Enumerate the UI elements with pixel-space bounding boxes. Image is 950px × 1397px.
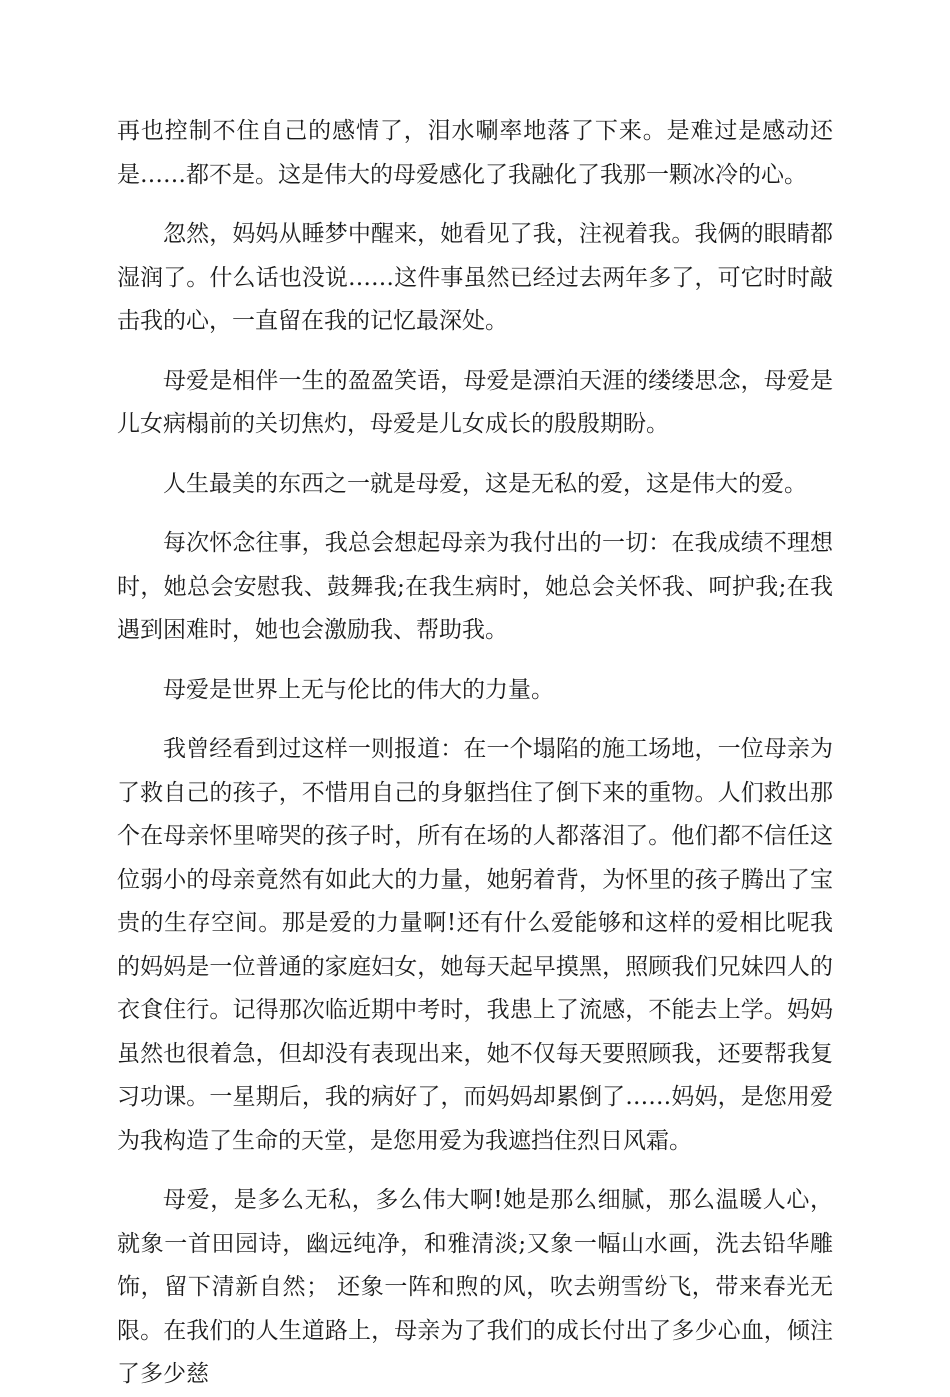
document-page	[117, 110, 833, 1397]
paragraph-7: 我曾经看到过这样一则报道：在一个塌陷的施工场地，一位母亲为了救自己的孩子，不惜用自己的身躯挡住了倒下来的重物。人们救出那个在母亲怀里啼哭的孩子时，所有在场的人都落泪了。他们都不信任这位弱小的母亲竟然有如此大的力量，她躬着背，为怀里的孩子腾出了宝贵的生存空间。那是爱的力量啊!还有什么爱能够和这样的爱相比呢我的妈妈是一位普通的家庭妇女，她每天起早摸黑，照顾我们兄妹四人的衣食住行。记得那次临近期中考时，我患上了流感，不能去上学。妈妈虽然也很着急，但却没有表现出来，她不仅每天要照顾我，还要帮我复习功课。一星期后，我的病好了，而妈妈却累倒了……妈妈，是您用爱为我构造了生命的天堂，是您用爱为我遮挡住烈日风霜。	[117, 736, 833, 1154]
paragraph-8: 母爱，是多么无私，多么伟大啊!她是那么细腻，那么温暖人心，就象一首田园诗，幽远纯净，和雅清淡;又象一幅山水画，洗去铅华雕饰，留下清新自然； 还象一阵和煦的风，吹去朔雪纷飞，带来春光无限。在我们的人生道路上，母亲为了我们的成长付出了多少心血，倾注了多少慈	[117, 1187, 833, 1387]
paragraph-5: 每次怀念往事，我总会想起母亲为我付出的一切：在我成绩不理想时，她总会安慰我、鼓舞我;在我生病时，她总会关怀我、呵护我;在我遇到困难时，她也会激励我、帮助我。	[117, 530, 833, 643]
paragraph-6: 母爱是世界上无与伦比的伟大的力量。	[163, 676, 554, 703]
paragraph-2: 忽然，妈妈从睡梦中醒来，她看见了我，注视着我。我俩的眼睛都湿润了。什么话也没说……这件事虽然已经过去两年多了，可它时时敲击我的心，一直留在我的记忆最深处。	[117, 221, 833, 334]
paragraph-1: 再也控制不住自己的感情了，泪水唰率地落了下来。是难过是感动还是……都不是。这是伟大的母爱感化了我融化了我那一颗冰冷的心。	[117, 118, 833, 188]
paragraph-3: 母爱是相伴一生的盈盈笑语，母爱是漂泊天涯的缕缕思念，母爱是儿女病榻前的关切焦灼，母爱是儿女成长的殷殷期盼。	[117, 367, 833, 437]
paragraph-4: 人生最美的东西之一就是母爱，这是无私的爱，这是伟大的爱。	[163, 470, 807, 497]
